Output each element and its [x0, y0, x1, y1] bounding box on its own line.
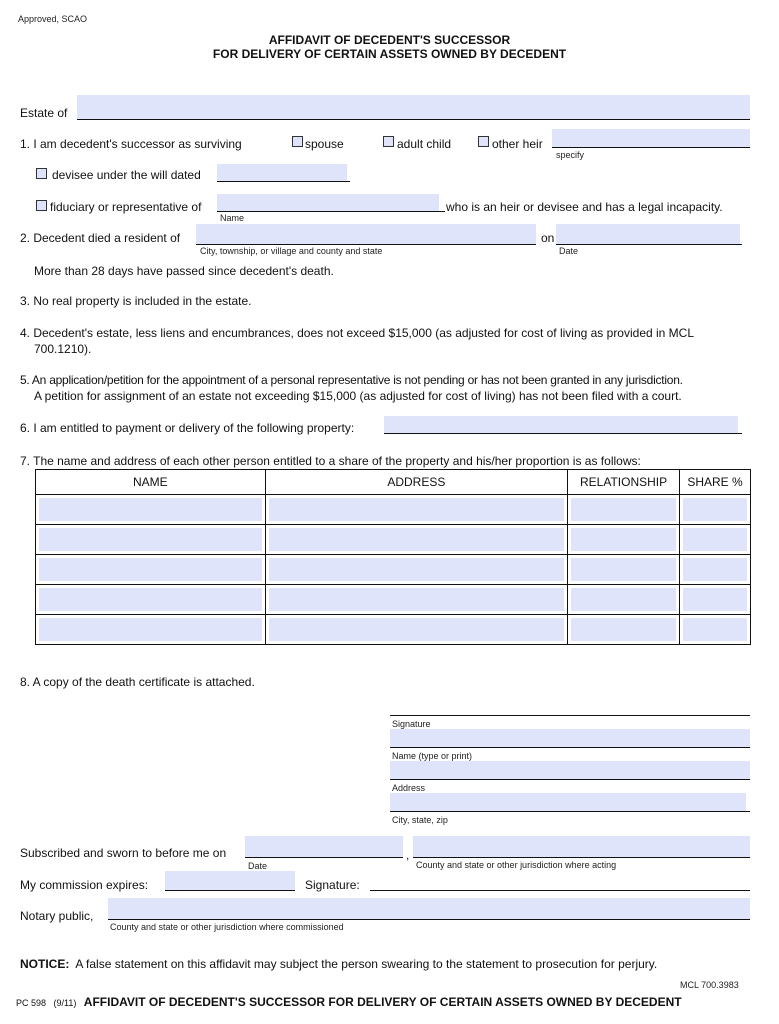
- residence-caption: City, township, or village and county and state: [200, 246, 383, 256]
- adult-child-checkbox[interactable]: [383, 136, 394, 147]
- address-caption: Address: [392, 783, 426, 793]
- address-cell[interactable]: [269, 618, 565, 641]
- name-cell[interactable]: [39, 528, 262, 551]
- col-header-address: ADDRESS: [265, 470, 568, 495]
- name-print-caption: Name (type or print): [392, 751, 473, 761]
- notice-label: NOTICE:: [20, 957, 70, 971]
- property-field[interactable]: [384, 416, 738, 433]
- name-cell[interactable]: [39, 558, 262, 581]
- share-cell[interactable]: [683, 588, 747, 611]
- item1-label: 1. I am decedent's successor as surviving: [20, 137, 242, 151]
- residence-field[interactable]: [196, 224, 536, 244]
- relationship-cell[interactable]: [571, 498, 676, 521]
- acting-county-caption: County and state or other jurisdiction where acting: [416, 860, 617, 870]
- death-date-field[interactable]: [556, 224, 740, 244]
- share-cell[interactable]: [683, 618, 747, 641]
- estate-name-field[interactable]: [77, 95, 750, 119]
- signer-address-field[interactable]: [390, 761, 750, 779]
- devisee-checkbox[interactable]: [36, 168, 47, 179]
- footer-line: [16, 993, 682, 1011]
- approved-text: Approved, SCAO: [18, 14, 88, 24]
- estate-label: Estate of: [20, 106, 68, 120]
- devisee-label: devisee under the will dated: [52, 168, 201, 182]
- signer-name-field[interactable]: [390, 729, 750, 747]
- address-cell[interactable]: [269, 528, 565, 551]
- item5-line1: 5. An application/petition for the appointment of a personal representative is not pending or has not been granted in any jurisdiction.: [20, 373, 683, 387]
- table-row: [36, 495, 751, 525]
- notary-public-label: Notary public,: [20, 909, 94, 923]
- other-heir-label: other heir: [492, 137, 543, 151]
- fiduciary-checkbox[interactable]: [36, 200, 47, 211]
- commission-label: My commission expires:: [20, 878, 149, 892]
- address-cell[interactable]: [269, 588, 565, 611]
- relationship-cell[interactable]: [571, 588, 676, 611]
- share-cell[interactable]: [683, 498, 747, 521]
- fiduciary-tail: who is an heir or devisee and has a legal incapacity.: [446, 200, 723, 214]
- days-passed-text: More than 28 days have passed since decedent's death.: [34, 264, 334, 278]
- col-header-relationship: RELATIONSHIP: [568, 470, 680, 495]
- name-caption: Name: [220, 213, 245, 223]
- share-cell[interactable]: [683, 558, 747, 581]
- table-row: [36, 555, 751, 585]
- other-heir-specify-field[interactable]: [552, 129, 750, 147]
- commissioned-caption: County and state or other jurisdiction where commissioned: [110, 922, 344, 932]
- on-label: on: [541, 231, 555, 245]
- spouse-label: spouse: [305, 137, 344, 151]
- fiduciary-name-field[interactable]: [217, 194, 439, 211]
- item4-line1: 4. Decedent's estate, less liens and encumbrances, does not exceed $15,000 (as adjusted for cost of living as provided in MCL: [20, 326, 695, 340]
- col-header-share: SHARE %: [680, 470, 751, 495]
- revision-date: (9/11): [53, 998, 77, 1008]
- commission-expires-field[interactable]: [165, 871, 295, 890]
- item4-line2: 700.1210).: [34, 342, 92, 356]
- item8-text: 8. A copy of the death certificate is attached.: [20, 675, 255, 689]
- item6-text: 6. I am entitled to payment or delivery of the following property:: [20, 421, 355, 435]
- relationship-cell[interactable]: [571, 618, 676, 641]
- share-cell[interactable]: [683, 528, 747, 551]
- item7-text: 7. The name and address of each other person entitled to a share of the property and his/her proportion is as follows:: [20, 454, 641, 468]
- table-row: [36, 615, 751, 645]
- form-title-line1: AFFIDAVIT OF DECEDENT'S SUCCESSOR: [268, 33, 511, 47]
- item3-text: 3. No real property is included in the estate.: [20, 294, 252, 308]
- commissioned-county-field[interactable]: [108, 898, 750, 919]
- name-cell[interactable]: [39, 588, 262, 611]
- notice-body: A false statement on this affidavit may subject the person swearing to the statement to prosecution for perjury.: [75, 957, 658, 971]
- fiduciary-label: fiduciary or representative of: [50, 200, 202, 214]
- table-row: [36, 525, 751, 555]
- signer-city-field[interactable]: [390, 793, 746, 811]
- name-cell[interactable]: [39, 498, 262, 521]
- item5-line2: A petition for assignment of an estate not exceeding $15,000 (as adjusted for cost of living) has not been filed with a court.: [34, 389, 682, 403]
- name-cell[interactable]: [39, 618, 262, 641]
- form-number: PC 598: [16, 998, 47, 1008]
- notary-signature-label: Signature:: [305, 878, 360, 892]
- city-caption: City, state, zip: [392, 815, 448, 825]
- item2-label: 2. Decedent died a resident of: [20, 231, 181, 245]
- signature-caption: Signature: [392, 719, 431, 729]
- other-heir-checkbox[interactable]: [478, 136, 489, 147]
- relationship-cell[interactable]: [571, 528, 676, 551]
- form-title-line2: FOR DELIVERY OF CERTAIN ASSETS OWNED BY DECEDENT: [212, 47, 567, 61]
- adult-child-label: adult child: [397, 137, 452, 151]
- sworn-date-field[interactable]: [245, 836, 403, 857]
- col-header-name: NAME: [36, 470, 266, 495]
- subscribed-label: Subscribed and sworn to before me on: [20, 846, 227, 860]
- footer-title: AFFIDAVIT OF DECEDENT'S SUCCESSOR FOR DELIVERY OF CERTAIN ASSETS OWNED BY DECEDENT: [83, 995, 682, 1009]
- date-caption: Date: [559, 246, 579, 256]
- specify-caption: specify: [556, 150, 585, 160]
- will-date-field[interactable]: [217, 164, 347, 181]
- relationship-cell[interactable]: [571, 558, 676, 581]
- mcl-reference: MCL 700.3983: [680, 980, 739, 990]
- spouse-checkbox[interactable]: [292, 136, 303, 147]
- address-cell[interactable]: [269, 498, 565, 521]
- table-row: [36, 585, 751, 615]
- beneficiary-table: [35, 469, 751, 645]
- sworn-date-caption: Date: [248, 861, 268, 871]
- notice-text: [20, 957, 657, 971]
- acting-county-field[interactable]: [413, 836, 750, 857]
- address-cell[interactable]: [269, 558, 565, 581]
